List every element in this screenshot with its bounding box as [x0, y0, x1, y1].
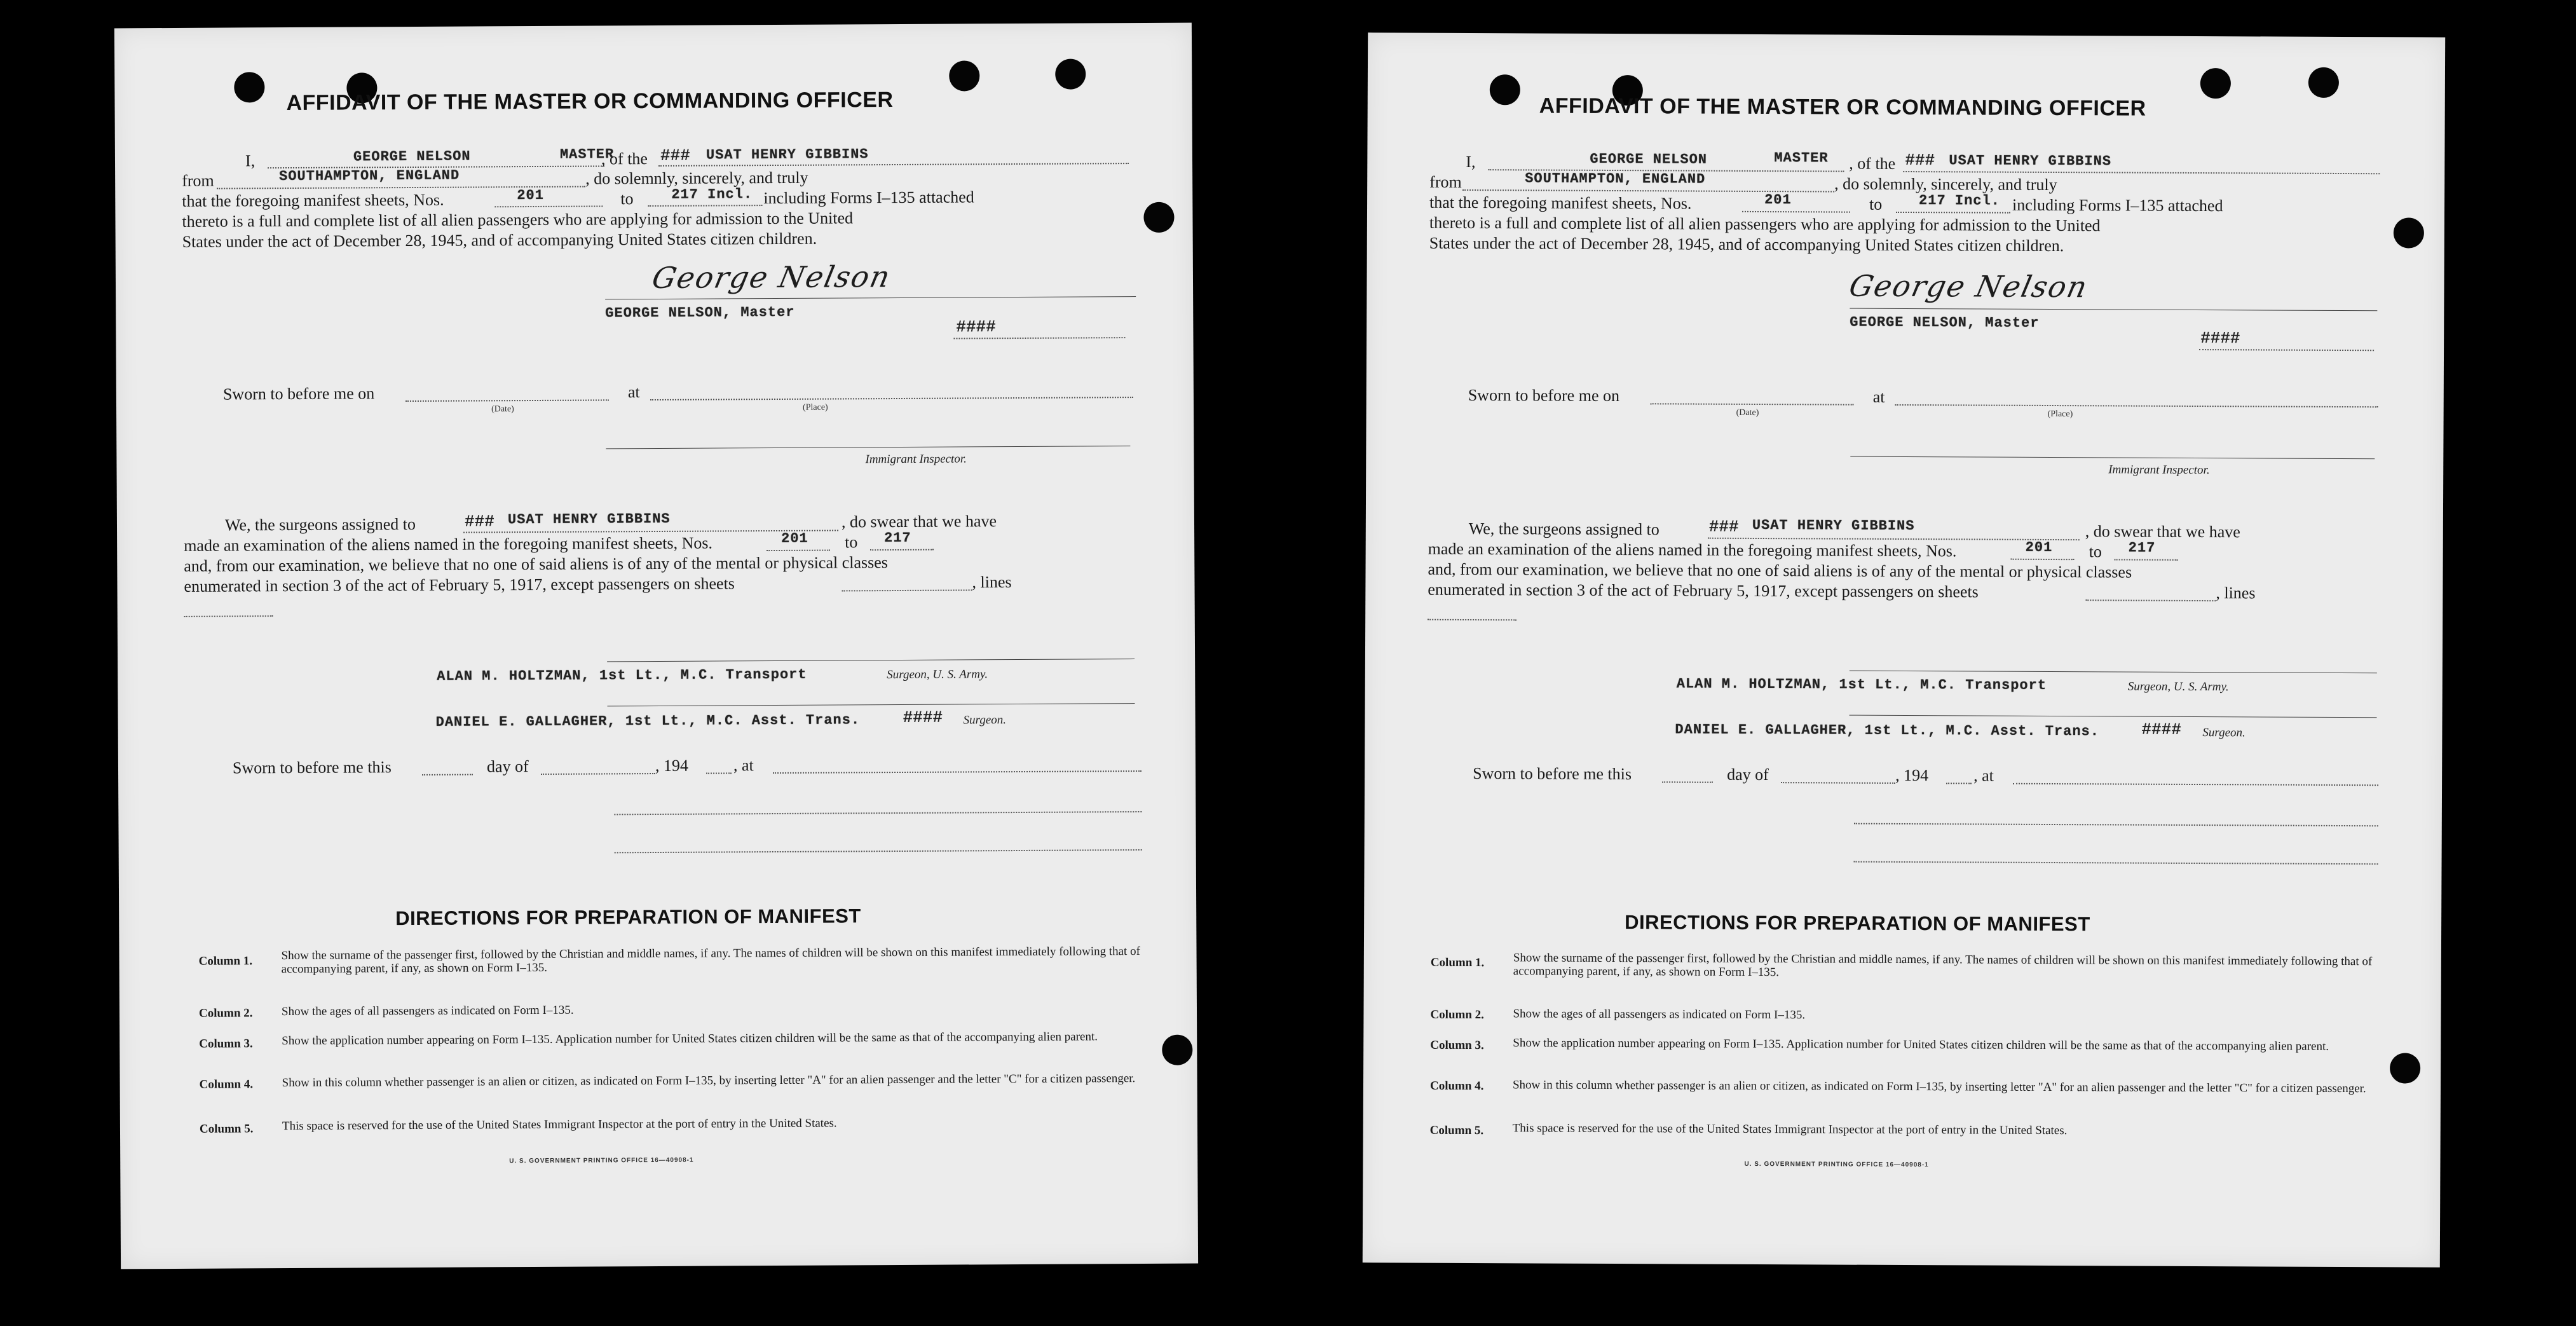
- sworn2-text: Sworn to before me this: [1473, 764, 1632, 784]
- column-label: Column 2.: [198, 1006, 253, 1020]
- place-line: [1895, 404, 2378, 407]
- master-name: GEORGE NELSON: [1590, 151, 1708, 168]
- sheet-from-line: [494, 205, 603, 207]
- column-text: Show the application number appearing on Form I–135. Application number for United States citizen children will be the same as that of the accompanying alien parent.: [1513, 1036, 2329, 1053]
- affidavit-line4: thereto is a full and complete list of all alien passengers who are applying for admission to the United: [1429, 213, 2101, 235]
- surgeons-text: We, the surgeons assigned to: [224, 514, 416, 535]
- from-label: from: [1429, 172, 1462, 191]
- from-label: from: [182, 171, 214, 190]
- directions-title: DIRECTIONS FOR PREPARATION OF MANIFEST: [1625, 911, 2090, 936]
- surgeon2-title: Surgeon.: [2202, 726, 2245, 740]
- sheet-to: 217 Incl.: [671, 186, 753, 203]
- surgeons-text: We, the surgeons assigned to: [1468, 519, 1659, 539]
- surgeon2-line: [1850, 715, 2377, 718]
- surgeon1-name: ALAN M. HOLTZMAN, 1st Lt., M.C. Transport: [437, 666, 807, 685]
- column-text: Show the surname of the passenger first, followed by the Christian and middle names, if any. The names of children will be shown on this manifest immediately following that of accompanying parent, if any, as shown on Form I–135.: [1513, 951, 2373, 980]
- forms-text: including Forms I–135 attached: [763, 188, 974, 208]
- surgeons-sheet-to: 217: [2128, 540, 2156, 556]
- sworn2-sign-line-1: [614, 811, 1141, 815]
- sheet-from-line: [1742, 211, 1850, 213]
- surgeons-sheet-from: 201: [781, 530, 808, 547]
- surgeon-sheet-to-line: [870, 549, 934, 551]
- master-rank: MASTER: [1774, 150, 1829, 167]
- strikeout-mark: ####: [903, 707, 943, 727]
- sworn2-sign-line-2: [1854, 861, 2378, 865]
- surgeon-sheet-from-line: [2011, 559, 2075, 560]
- i-label: I,: [245, 151, 256, 170]
- sworn-text: Sworn to before me on: [222, 384, 375, 404]
- sworn2-text: Sworn to before me this: [232, 758, 392, 777]
- surgeon1-title: Surgeon, U. S. Army.: [887, 667, 988, 682]
- surgeons-sheet-from: 201: [2025, 539, 2053, 556]
- surgeons-ship-line: [1708, 538, 2080, 541]
- sworn2-at: , at: [1973, 766, 1994, 785]
- sheets-line: [2085, 599, 2216, 601]
- surgeon2-name: DANIEL E. GALLAGHER, 1st Lt., M.C. Asst. Trans.: [1675, 721, 2100, 740]
- manifest-sheets-text: that the foregoing manifest sheets, Nos.: [1429, 193, 1692, 213]
- column-text: This space is reserved for the use of the United States Immigrant Inspector at the port of entry in the United States.: [282, 1116, 837, 1133]
- place-label: (Place): [2047, 409, 2073, 420]
- surgeons-line2: made an examination of the aliens named in the foregoing manifest sheets, Nos.: [1428, 539, 1957, 561]
- strikeout-mark: ####: [2141, 720, 2181, 739]
- lines-line: [1428, 619, 1516, 621]
- sworn2-place-line: [773, 770, 1141, 774]
- sworn2-place-line: [2013, 783, 2378, 786]
- month-line: [1781, 782, 1895, 784]
- surgeons-line3: and, from our examination, we believe that no one of said aliens is of any of the mental or physical classes: [1428, 559, 2132, 582]
- master-rank: MASTER: [559, 146, 615, 163]
- date-label: (Date): [491, 404, 514, 414]
- inspector-label: Immigrant Inspector.: [865, 452, 967, 467]
- surgeon-sheet-from-line: [767, 550, 830, 552]
- strikeout-mark: ###: [1905, 151, 1935, 170]
- do-swear-text: , do swear that we have: [2085, 522, 2240, 542]
- surgeons-to-label: to: [2089, 542, 2102, 561]
- surgeon1-line: [1850, 671, 2377, 674]
- column-text: Show the surname of the passenger first, followed by the Christian and middle names, if any. The names of children will be shown on this manifest immediately following that of accompanying parent, if any, as shown on Form I–135.: [281, 945, 1140, 976]
- affidavit-line5: States under the act of December 28, 1945, and of accompanying United States citizen children.: [182, 229, 817, 251]
- to-label: to: [620, 189, 634, 208]
- port-name: SOUTHAMPTON, ENGLAND: [279, 167, 460, 185]
- sworn-text: Sworn to before me on: [1468, 386, 1620, 406]
- signature-typed: GEORGE NELSON, Master: [605, 304, 795, 322]
- column-text: This space is reserved for the use of the United States Immigrant Inspector at the port of entry in the United States.: [1512, 1121, 2068, 1138]
- strikeout-mark: ###: [1708, 517, 1739, 537]
- day-of-label: day of: [486, 757, 529, 776]
- column-label: Column 2.: [1430, 1008, 1485, 1022]
- manifest-page-left: [114, 23, 1198, 1269]
- lines-label: , lines: [2216, 584, 2256, 603]
- directions-title: DIRECTIONS FOR PREPARATION OF MANIFEST: [395, 905, 861, 930]
- inspector-line: [606, 446, 1130, 449]
- punch-hole: [1490, 74, 1520, 105]
- strikeout-mark: ###: [660, 146, 690, 165]
- strikeout-mark: ###: [464, 512, 494, 531]
- column-label: Column 5.: [199, 1122, 254, 1136]
- inspector-line: [1850, 456, 2375, 460]
- surgeons-line3: and, from our examination, we believe that no one of said aliens is of any of the mental or physical classes: [184, 553, 888, 575]
- column-label: Column 5.: [1429, 1123, 1484, 1138]
- sheet-to: 217 Incl.: [1919, 193, 2000, 209]
- month-line: [541, 773, 655, 775]
- column-text: Show the ages of all passengers as indicated on Form I–135.: [281, 1003, 574, 1019]
- do-swear-text: , do swear that we have: [841, 512, 997, 531]
- signature-line-2: [2199, 349, 2374, 351]
- punch-hole: [949, 60, 979, 91]
- affidavit-line5: States under the act of December 28, 1945, and of accompanying United States citizen children.: [1429, 233, 2064, 256]
- year-line: [1946, 783, 1972, 784]
- place-label: (Place): [803, 402, 828, 413]
- master-signature: George Nelson: [649, 259, 894, 296]
- sworn2-sign-line-1: [1854, 823, 2378, 827]
- punch-hole: [2390, 1053, 2420, 1083]
- punch-hole: [2200, 68, 2231, 99]
- strikeout-mark: ####: [956, 317, 996, 337]
- surgeon2-title: Surgeon.: [963, 713, 1007, 727]
- signature-line: [605, 296, 1136, 299]
- day-line: [422, 774, 473, 776]
- surgeon2-line: [607, 703, 1135, 706]
- day-line: [1662, 781, 1713, 783]
- punch-hole: [2394, 217, 2424, 248]
- sheet-from: 201: [1764, 192, 1792, 208]
- manifest-page-right: [1363, 32, 2445, 1267]
- column-label: Column 1.: [198, 954, 253, 968]
- date-label: (Date): [1736, 407, 1759, 418]
- to-label: to: [1869, 195, 1883, 214]
- forms-text: including Forms I–135 attached: [2012, 195, 2223, 215]
- column-text: Show in this column whether passenger is an alien or citizen, as indicated on Form I–135, by inserting letter "A" for an alien passenger and the letter "C" for a citizen passenger.: [1512, 1078, 2366, 1096]
- of-the-label: , of the: [601, 149, 648, 168]
- column-text: Show the ages of all passengers as indicated on Form I–135.: [1513, 1007, 1806, 1022]
- lines-line: [184, 615, 273, 617]
- column-label: Column 3.: [199, 1037, 253, 1051]
- sheet-to-line: [648, 205, 762, 207]
- column-text: Show in this column whether passenger is an alien or citizen, as indicated on Form I–135, by inserting letter "A" for an alien passenger and the letter "C" for a citizen passenger.: [282, 1072, 1136, 1090]
- surgeons-ship-name: USAT HENRY GIBBINS: [1752, 517, 1915, 535]
- punch-hole: [2308, 67, 2339, 98]
- surgeon1-line: [607, 659, 1135, 662]
- sheets-line: [842, 589, 972, 591]
- master-name: GEORGE NELSON: [353, 148, 471, 165]
- sworn2-sign-line-2: [615, 849, 1142, 853]
- place-line: [650, 397, 1133, 400]
- punch-hole: [1162, 1035, 1192, 1065]
- signature-line-2: [953, 337, 1125, 339]
- master-signature: George Nelson: [1846, 268, 2092, 304]
- ship-name: USAT HENRY GIBBINS: [1949, 153, 2112, 170]
- surgeons-line2: made an examination of the aliens named in the foregoing manifest sheets, Nos.: [184, 533, 712, 555]
- affidavit-title: AFFIDAVIT OF THE MASTER OR COMMANDING OFFICER: [286, 88, 894, 116]
- column-label: Column 4.: [1429, 1079, 1484, 1093]
- column-label: Column 4.: [199, 1077, 254, 1091]
- column-label: Column 3.: [1430, 1038, 1484, 1053]
- sheet-to-line: [1896, 212, 2010, 214]
- solemnly-text: , do solemnly, sincerely, and truly: [585, 168, 808, 188]
- sworn2-at: , at: [733, 756, 754, 775]
- printing-office-footer: U. S. GOVERNMENT PRINTING OFFICE 16—40908-1: [509, 1156, 694, 1165]
- at-label: at: [1872, 387, 1885, 406]
- date-line: [1651, 403, 1854, 405]
- column-text: Show the application number appearing on Form I–135. Application number for United States citizen children will be the same as that of the accompanying alien parent.: [282, 1030, 1098, 1048]
- year-label: , 194: [1895, 765, 1929, 785]
- punch-hole: [1055, 58, 1086, 89]
- surgeon1-name: ALAN M. HOLTZMAN, 1st Lt., M.C. Transport: [1676, 676, 2047, 694]
- punch-hole: [234, 72, 264, 102]
- surgeons-ship-name: USAT HENRY GIBBINS: [507, 510, 671, 528]
- punch-hole: [1143, 202, 1174, 233]
- surgeons-to-label: to: [845, 533, 858, 552]
- lines-label: , lines: [972, 573, 1012, 592]
- strikeout-mark: ####: [2200, 329, 2240, 348]
- port-name: SOUTHAMPTON, ENGLAND: [1525, 170, 1706, 188]
- year-line: [706, 772, 732, 774]
- surgeons-line4: enumerated in section 3 of the act of February 5, 1917, except passengers on sheets: [1428, 580, 1979, 601]
- at-label: at: [627, 383, 640, 402]
- column-label: Column 1.: [1430, 955, 1485, 970]
- signature-line: [1850, 308, 2377, 311]
- surgeons-sheet-to: 217: [884, 530, 911, 547]
- affidavit-title: AFFIDAVIT OF THE MASTER OR COMMANDING OFFICER: [1539, 93, 2146, 121]
- i-label: I,: [1466, 152, 1476, 172]
- of-the-label: , of the: [1849, 154, 1896, 173]
- printing-office-footer: U. S. GOVERNMENT PRINTING OFFICE 16—40908-1: [1744, 1160, 1929, 1169]
- year-label: , 194: [655, 756, 689, 776]
- signature-typed: GEORGE NELSON, Master: [1850, 314, 2040, 331]
- surgeon2-name: DANIEL E. GALLAGHER, 1st Lt., M.C. Asst. Trans.: [435, 712, 861, 730]
- solemnly-text: , do solemnly, sincerely, and truly: [1834, 174, 2057, 195]
- day-of-label: day of: [1727, 765, 1769, 784]
- ship-line: [658, 163, 1129, 167]
- sheet-from: 201: [517, 187, 544, 204]
- inspector-label: Immigrant Inspector.: [2108, 463, 2210, 477]
- ship-name: USAT HENRY GIBBINS: [705, 146, 869, 163]
- surgeon1-title: Surgeon, U. S. Army.: [2127, 680, 2229, 694]
- manifest-sheets-text: that the foregoing manifest sheets, Nos.: [182, 190, 444, 210]
- date-line: [405, 399, 609, 402]
- affidavit-line4: thereto is a full and complete list of all alien passengers who are applying for admission to the United: [182, 208, 854, 231]
- ship-line: [1903, 171, 2380, 174]
- surgeon-sheet-to-line: [2115, 559, 2178, 560]
- surgeons-line4: enumerated in section 3 of the act of February 5, 1917, except passengers on sheets: [184, 574, 735, 596]
